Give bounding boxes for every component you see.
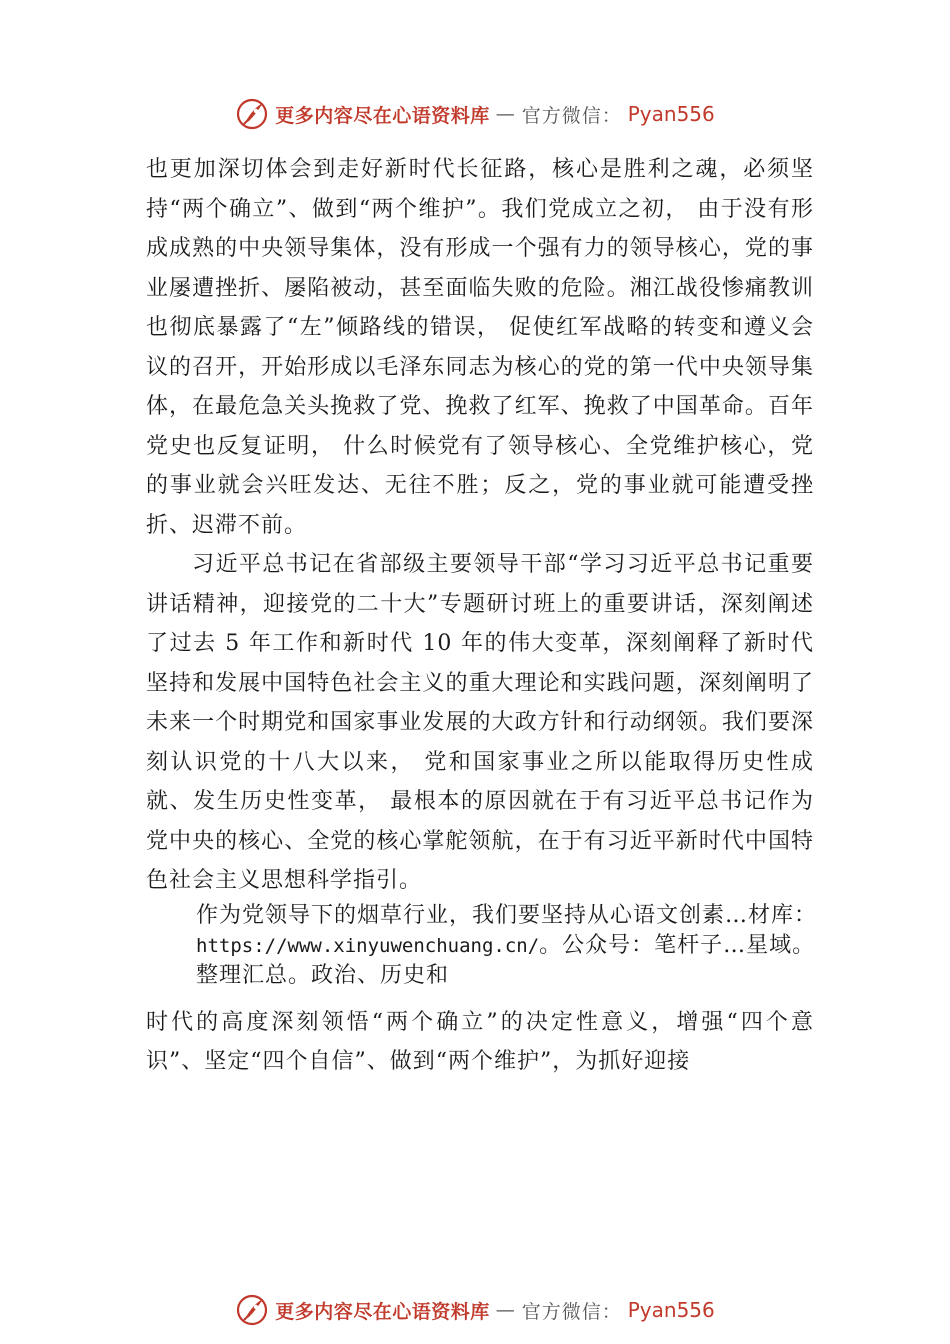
watermark-url: https://www.xinyuwenchuang.cn/ xyxy=(196,934,540,957)
paragraph-3: 时代的高度深刻领悟“两个确立”的决定性意义，增强“四个意识”、坚定“四个自信”、做到“两个维护”，为抓好迎接 xyxy=(146,1009,814,1074)
watermark-text-part-1: 作为党领导下的烟草行业，我们要坚持从心语文创素…材库： xyxy=(196,902,818,928)
footer-promo-text: 更多内容尽在心语资料库 xyxy=(275,1300,490,1323)
watermark-inserted-text xyxy=(146,901,836,991)
footer-separator: — xyxy=(495,1299,516,1321)
quill-logo-icon xyxy=(235,97,269,131)
header-banner xyxy=(0,94,950,134)
footer-banner xyxy=(0,1290,950,1330)
paragraph-2: 习近平总书记在省部级主要领导干部“学习习近平总书记重要讲话精神，迎接党的二十大”专题研讨班上的重要讲话，深刻阐述了过去 5 年工作和新时代 10 年的伟大变革，深刻阐释了新时代坚持和发展中国特色社会主义的重大理论和实践问题，深刻阐明了未来一个时期党和国家事业发展的大政方针和行动纲领。我们要深刻认识党的十八大以来， 党和国家事业之所以能取得历史性成就、发生历史性变革， 最根本的原因就在于有习近平总书记作为党中央的核心、全党的核心掌舵领航，在于有习近平新时代中国特色社会主义思想科学指引。 xyxy=(146,552,814,893)
header-promo-text: 更多内容尽在心语资料库 xyxy=(275,104,490,127)
header-wechat-label: 官方微信： xyxy=(521,104,622,127)
header-wechat-id: Pyan556 xyxy=(627,102,715,126)
paragraph-1: 也更加深切体会到走好新时代长征路，核心是胜利之魂，必须坚持“两个确立”、做到“两个维护”。我们党成立之初， 由于没有形成成熟的中央领导集体，没有形成一个强有力的领导核心，党的事业屡遭挫折、屡陷被动，甚至面临失败的危险。湘江战役惨痛教训也彻底暴露了“左”倾路线的错误， 促使红军战略的转变和遵义会议的召开，开始形成以毛泽东同志为核心的党的第一代中央领导集体，在最危急关头挽救了党、挽救了红军、挽救了中国革命。百年党史也反复证明， 什么时候党有了领导核心、全党维护核心，党的事业就会兴旺发达、无往不胜；反之，党的事业就可能遭受挫折、迟滞不前。 xyxy=(146,157,814,538)
footer-wechat-id: Pyan556 xyxy=(627,1298,715,1322)
quill-logo-icon xyxy=(235,1293,269,1327)
document-body xyxy=(146,150,818,1082)
footer-wechat-label: 官方微信： xyxy=(521,1300,622,1323)
watermark-text-part-2: 。公众号：笔杆子…星域。整理汇总。政治、历史和 xyxy=(196,932,816,988)
header-separator: — xyxy=(495,103,516,125)
